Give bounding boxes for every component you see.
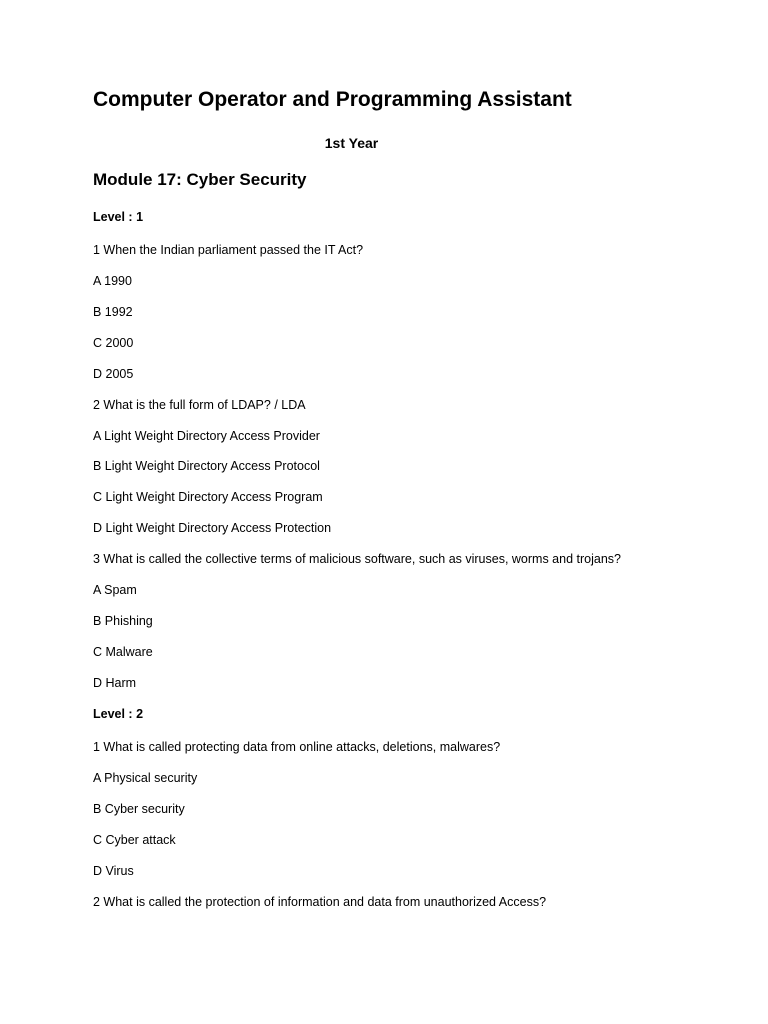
question-text: 3 What is called the collective terms of malicious software, such as viruses, worms and trojans? (93, 552, 621, 566)
answer-option: D Harm (93, 676, 137, 690)
answer-option: B Light Weight Directory Access Protocol (93, 459, 320, 473)
question-text: 1 What is called protecting data from online attacks, deletions, malwares? (93, 740, 501, 754)
answer-option: A Physical security (93, 771, 198, 785)
answer-option: A 1990 (93, 274, 132, 288)
question-text: 1 When the Indian parliament passed the IT Act? (93, 243, 364, 257)
answer-option: C Light Weight Directory Access Program (93, 490, 323, 504)
question-text: 2 What is called the protection of information and data from unauthorized Access? (93, 895, 547, 909)
level-2-label: Level : 2 (93, 707, 144, 721)
answer-option: A Spam (93, 583, 137, 597)
document-title: Computer Operator and Programming Assistant (93, 88, 572, 111)
level-1-label: Level : 1 (93, 210, 144, 224)
answer-option: D Virus (93, 864, 134, 878)
answer-option: B Phishing (93, 614, 153, 628)
question-text: 2 What is the full form of LDAP? / LDA (93, 398, 306, 412)
answer-option: D 2005 (93, 367, 134, 381)
answer-option: A Light Weight Directory Access Provider (93, 429, 320, 443)
answer-option: C Malware (93, 645, 153, 659)
year-heading: 1st Year (324, 135, 379, 151)
answer-option: C 2000 (93, 336, 134, 350)
answer-option: D Light Weight Directory Access Protection (93, 521, 332, 535)
answer-option: B Cyber security (93, 802, 185, 816)
module-heading: Module 17: Cyber Security (93, 170, 307, 189)
answer-option: C Cyber attack (93, 833, 176, 847)
answer-option: B 1992 (93, 305, 133, 319)
